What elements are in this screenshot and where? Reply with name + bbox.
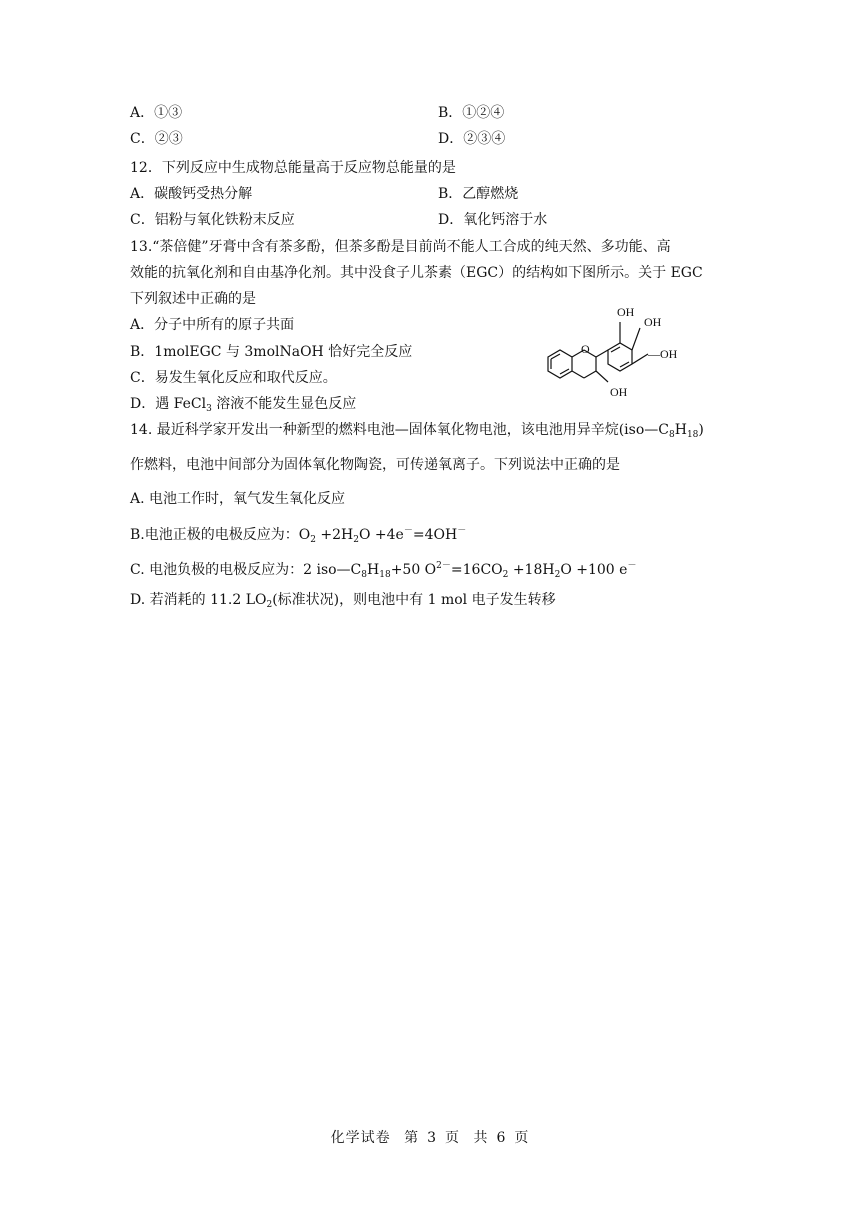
egc-oh-label-2: OH bbox=[644, 315, 662, 329]
q14-stem-line1: 14. 最近科学家开发出一种新型的燃料电池—固体氧化物电池，该电池用异辛烷$(iso—C_8H_{18})$ bbox=[130, 422, 704, 440]
footer-page-num: 3 bbox=[427, 1130, 437, 1146]
q12-option-d: D．氧化钙溶于水 bbox=[438, 212, 548, 228]
footer-page-mid: 页 bbox=[445, 1130, 460, 1146]
q12-option-b: B．乙醇燃烧 bbox=[438, 186, 519, 202]
q13-option-c: C．易发生氧化反应和取代反应。 bbox=[130, 370, 337, 386]
q14-option-b: B.电池正极的电极反应为：$O_2 +2H_2O +4e^-=4OH^-$ bbox=[130, 526, 467, 545]
q13-option-b: B．1molEGC 与 3molNaOH 恰好完全反应 bbox=[130, 344, 413, 360]
footer-total-prefix: 共 bbox=[473, 1130, 489, 1146]
q14-option-a: A. 电池工作时，氧气发生氧化反应 bbox=[130, 491, 346, 507]
q13-stem-line3: 下列叙述中正确的是 bbox=[130, 291, 256, 307]
q13-option-a: A．分子中所有的原子共面 bbox=[130, 317, 295, 333]
egc-oh-label-4: OH bbox=[610, 385, 628, 399]
q11-option-a: A．①③ bbox=[130, 105, 183, 121]
page-footer bbox=[0, 1127, 860, 1147]
q14-option-d: D. 若消耗的 11.2 $LO_2$(标准状况)，则电池中有 1 mol 电子发生转移 bbox=[130, 592, 556, 610]
q11-option-b: B．①②④ bbox=[438, 105, 505, 121]
q12-option-a: A．碳酸钙受热分解 bbox=[130, 186, 253, 202]
egc-structure-diagram bbox=[540, 300, 690, 400]
egc-ring-oxygen: O bbox=[581, 342, 590, 356]
footer-page-prefix: 第 bbox=[404, 1130, 420, 1146]
q13-option-d: D．遇 FeCl$_3$ 溶液不能发生显色反应 bbox=[130, 396, 357, 414]
q14-stem-line2: 作燃料，电池中间部分为固体氧化物陶瓷，可传递氧离子。下列说法中正确的是 bbox=[130, 457, 620, 473]
q11-option-d: D．②③④ bbox=[438, 131, 506, 147]
q12-option-c: C．铝粉与氧化铁粉末反应 bbox=[130, 212, 295, 228]
q12-stem: 12．下列反应中生成物总能量高于反应物总能量的是 bbox=[130, 160, 456, 176]
q14-option-c: C. 电池负极的电极反应为：2 $iso—C_8H_{18}+50$ $O^{2-}=16CO_2 +18H_2O +100$ e－ bbox=[130, 561, 637, 580]
q13-stem-line2: 效能的抗氧化剂和自由基净化剂。其中没食子儿茶素（EGC）的结构如下图所示。关于 EGC bbox=[130, 265, 703, 281]
egc-oh-label-3: —OH bbox=[648, 347, 678, 361]
q13-stem-line1: 13.“茶倍健”牙膏中含有茶多酚，但茶多酚是目前尚不能人工合成的纯天然、多功能、高 bbox=[130, 239, 671, 255]
egc-oh-label-1: OH bbox=[617, 305, 635, 319]
q11-option-c: C．②③ bbox=[130, 131, 183, 147]
footer-total-num: 6 bbox=[496, 1130, 507, 1146]
footer-subject: 化学试卷 bbox=[330, 1130, 391, 1146]
footer-total-suffix: 页 bbox=[514, 1130, 530, 1146]
